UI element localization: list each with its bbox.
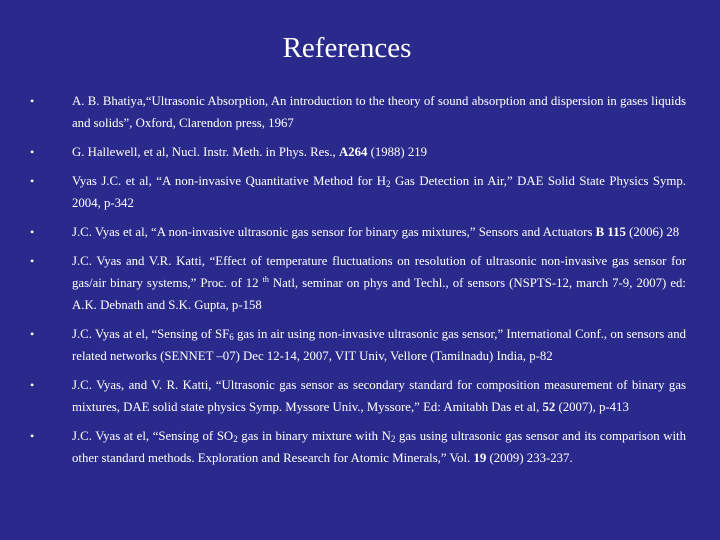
reference-item (30, 425, 686, 469)
bullet-icon: • (30, 429, 35, 443)
reference-text: J.C. Vyas et al, “A non-invasive ultrasonic gas sensor for binary gas mixtures,” Sensors and Actuators B 115 (2006) 28 (72, 225, 680, 239)
reference-item (30, 90, 686, 134)
reference-item (30, 170, 686, 214)
bullet-icon: • (30, 145, 35, 159)
reference-item (30, 221, 686, 243)
reference-item (30, 141, 686, 163)
slide-title: References (282, 32, 412, 64)
bullet-icon: • (30, 94, 35, 108)
bullet-icon: • (30, 327, 35, 341)
reference-item (30, 323, 686, 367)
reference-text: J.C. Vyas, and V. R. Katti, “Ultrasonic gas sensor as secondary standard for composition measurement of binary gas mixtures, DAE solid state physics Symp. Myssore Univ., Myssore,” Ed: Amitabh Das et al, 52 (2007), p-413 (72, 378, 686, 414)
reference-text: J.C. Vyas at el, “Sensing of $SF_6$ gas in air using non-invasive ultrasonic gas sensor,” International Conf., on sensors and related networks (SENNET –07) Dec 12-14, 2007, VIT Univ, Vellore (Tamilnadu) India, p-82 (72, 327, 686, 363)
reference-item (30, 374, 686, 418)
bullet-icon: • (30, 254, 35, 268)
reference-text: A. B. Bhatiya,“Ultrasonic Absorption, An introduction to the theory of sound absorption and dispersion in gases liquids and solids”, Oxford, Clarendon press, 1967 (72, 94, 686, 130)
reference-item (30, 250, 686, 316)
bullet-icon: • (30, 378, 35, 392)
references-list (30, 90, 686, 476)
reference-text: J.C. Vyas and V.R. Katti, “Effect of temperature fluctuations on resolution of ultrasonic non-invasive gas sensor for gas/air binary systems,” Proc. of 12 $^{th}$ Natl, seminar on phys and Techl., of sensors (NSPTS-12, march 7-9, 2007) ed: A.K. Debnath and S.K. Gupta, p-158 (72, 254, 686, 312)
reference-text: Vyas J.C. et al, “A non-invasive Quantitative Method for $H_2$ Gas Detection in Air,” DAE Solid State Physics Symp. 2004, p-342 (72, 174, 686, 210)
reference-text: J.C. Vyas at el, “Sensing of $SO_2$ gas in binary mixture with $N_2$ gas using ultrasonic gas sensor and its comparison with other standard methods. Exploration and Research for Atomic Minerals,” Vol. 19 (2009) 233-237. (72, 429, 687, 465)
bullet-icon: • (30, 225, 35, 239)
bullet-icon: • (30, 174, 35, 188)
reference-text: G. Hallewell, et al, Nucl. Instr. Meth. in Phys. Res., A264 (1988) 219 (72, 145, 428, 159)
